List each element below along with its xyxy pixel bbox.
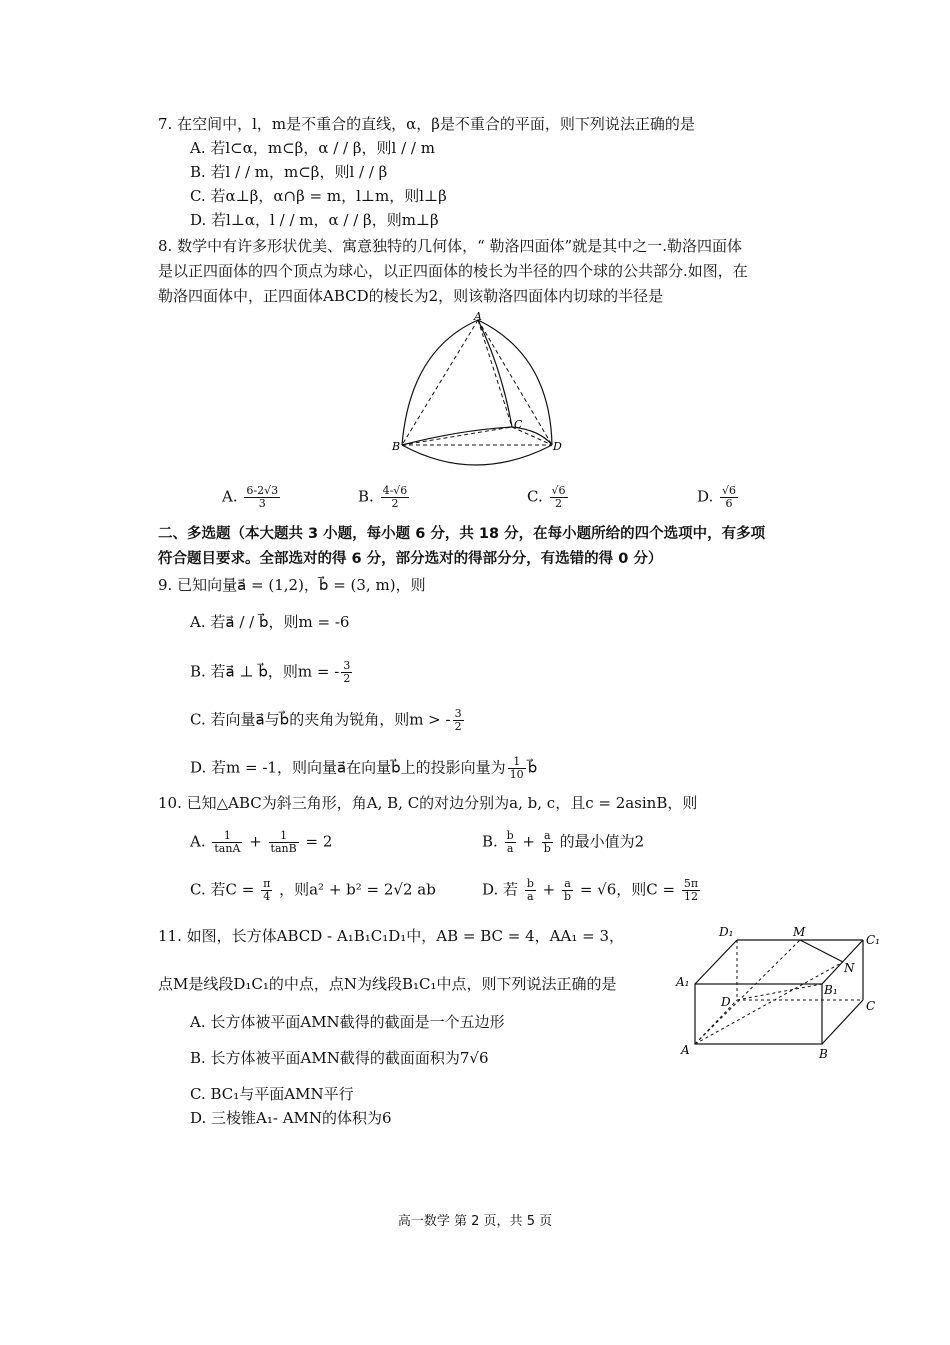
page-footer: 高一数学 第 2 页，共 5 页 [397, 1214, 553, 1229]
fig11-label-c: C [866, 999, 876, 1013]
q10-option-a [190, 830, 332, 855]
q11-stem1: 11. 如图，长方体ABCD - A₁B₁C₁D₁中，AB = BC = 4，AA₁ = 3， [158, 927, 624, 945]
q10-d-num1: b [526, 877, 534, 890]
q10-c-post: ，则a² + b² = 2√2 ab [279, 880, 436, 899]
q8-line1: 8. 数学中有许多形状优美、寓意独特的几何体，“ 勒洛四面体”就是其中之一.勒洛四面体 [158, 237, 742, 255]
q10-stem: 10. 已知△ABC为斜三角形，角A, B, C的对边分别为a, b, c，且c = 2asinB，则 [158, 794, 698, 812]
reuleaux-tetrahedron-figure [390, 310, 570, 470]
q10-b-num2: a [542, 830, 553, 843]
q8-option-b [358, 485, 411, 510]
q9-d-text: D. 若m = -1，则向量a⃗在向量b⃗上的投影向量为 [190, 758, 506, 777]
fig11-label-d1: D₁ [719, 925, 734, 939]
q11-stem2: 点M是线段D₁C₁的中点，点N为线段B₁C₁中点，则下列说法正确的是 [158, 975, 617, 993]
q8-c-den: 2 [555, 497, 562, 510]
q9-d-num: 1 [508, 756, 526, 769]
fig8-label-d: D [553, 440, 562, 453]
q10-a-num1: 1 [212, 830, 242, 843]
q10-c-den: 4 [263, 890, 271, 903]
fig11-label-a1: A₁ [676, 975, 690, 989]
q10-a-label: A. [190, 832, 206, 851]
q9-option-a: A. 若a⃗ / / b⃗，则m = -6 [190, 613, 350, 631]
fig11-label-b: B [819, 1047, 828, 1061]
q10-option-b [482, 830, 644, 855]
q9-d-den: 10 [509, 768, 524, 781]
q9-option-b [190, 660, 354, 685]
fig11-label-a: A [681, 1043, 690, 1057]
q8-a-den: 3 [258, 497, 266, 510]
q10-option-c [190, 878, 436, 903]
q8-c-num: √6 [551, 484, 566, 497]
q8-d-den: 6 [725, 497, 733, 510]
q10-a-num2: 1 [269, 830, 299, 843]
q9-b-num: 3 [343, 659, 351, 672]
q10-b-label: B. [482, 832, 498, 851]
q10-a-den2: tanB [270, 842, 297, 855]
q10-d-pre: D. 若 [482, 880, 519, 899]
q8-option-c [527, 485, 570, 510]
q8-b-num: 4-√6 [382, 484, 408, 497]
q9-b-den: 2 [343, 672, 351, 685]
q10-c-num: π [263, 877, 271, 890]
q8-d-num: √6 [722, 484, 737, 497]
q8-option-a [222, 485, 282, 510]
fig8-label-a: A [474, 310, 482, 323]
q10-d-num2: a [562, 878, 573, 891]
q8-option-d [697, 485, 740, 510]
q9-c-den: 2 [454, 720, 462, 733]
q10-d-num3: 5π [683, 877, 699, 890]
q9-option-c [190, 708, 466, 733]
q10-b-den2: b [543, 842, 551, 855]
fig8-label-b: B [392, 440, 401, 453]
q8-a-num: 6-2√3 [246, 484, 279, 497]
q8-line2: 是以正四面体的四个顶点为球心，以正四面体的棱长为半径的四个球的公共部分.如图，在 [158, 262, 748, 280]
q10-c-pre: C. 若C = [190, 880, 255, 899]
q8-b-label: B. [358, 487, 374, 506]
q8-b-den: 2 [391, 497, 399, 510]
fig11-label-n: N [844, 961, 855, 975]
q9-option-d [190, 756, 537, 781]
q10-d-mid: = √6，则C = [579, 880, 676, 899]
q11-option-a: A. 长方体被平面AMN截得的截面是一个五边形 [190, 1013, 505, 1031]
cuboid-figure [675, 922, 890, 1067]
q11-option-c: C. BC₁与平面AMN平行 [190, 1085, 354, 1103]
q10-a-den1: tanA [214, 842, 241, 855]
q7-option-b: B. 若l / / m，m⊂β，则l / / β [190, 163, 388, 181]
q8-line3: 勒洛四面体中，正四面体ABCD的棱长为2，则该勒洛四面体内切球的半径是 [158, 287, 664, 305]
q9-c-num: 3 [454, 707, 462, 720]
q10-option-d [482, 878, 702, 903]
q9-stem: 9. 已知向量a⃗ = (1,2)，b⃗ = (3, m)，则 [158, 576, 426, 594]
q8-a-label: A. [222, 487, 238, 506]
q10-d-den1: a [527, 890, 534, 903]
q11-option-b: B. 长方体被平面AMN截得的截面面积为7√6 [190, 1049, 489, 1067]
q10-b-post: 的最小值为2 [559, 832, 645, 851]
fig11-label-c1: C₁ [866, 933, 880, 947]
fig11-label-m: M [793, 925, 806, 939]
q7-option-a: A. 若l⊂α，m⊂β，α / / β，则l / / m [190, 139, 435, 157]
q8-d-label: D. [697, 487, 714, 506]
q10-a-plus: + [249, 832, 262, 851]
fig8-label-c: C [514, 418, 523, 431]
q9-c-text: C. 若向量a⃗与b⃗的夹角为锐角，则m > - [190, 710, 451, 729]
q7-option-d: D. 若l⊥α，l / / m，α / / β，则m⊥β [190, 211, 439, 229]
q10-b-plus: + [522, 832, 535, 851]
fig11-label-b1: B₁ [824, 983, 838, 997]
section2-line1: 二、多选题（本大题共 3 小题，每小题 6 分，共 18 分，在每小题所给的四个选项中，有多项 [158, 526, 766, 542]
q10-b-num1: b [506, 829, 514, 842]
q10-a-post: = 2 [305, 832, 333, 851]
q10-d-den2: b [564, 890, 572, 903]
q10-d-plus: + [542, 880, 556, 899]
q8-c-label: C. [527, 487, 543, 506]
q9-b-text: B. 若a⃗ ⊥ b⃗，则m = - [190, 662, 340, 681]
q10-d-den3: 12 [683, 890, 698, 903]
q7-stem: 7. 在空间中，l，m是不重合的直线，α，β是不重合的平面，则下列说法正确的是 [158, 115, 695, 133]
q10-b-den1: a [506, 842, 514, 855]
section2-line2: 符合题目要求。全部选对的得 6 分，部分选对的得部分分，有选错的得 0 分） [158, 551, 663, 567]
q7-option-c: C. 若α⊥β，α∩β = m，l⊥m，则l⊥β [190, 187, 447, 205]
q11-option-d: D. 三棱锥A₁- AMN的体积为6 [190, 1109, 392, 1127]
fig11-label-d: D [721, 995, 731, 1009]
q9-d-post: b⃗ [527, 758, 538, 777]
